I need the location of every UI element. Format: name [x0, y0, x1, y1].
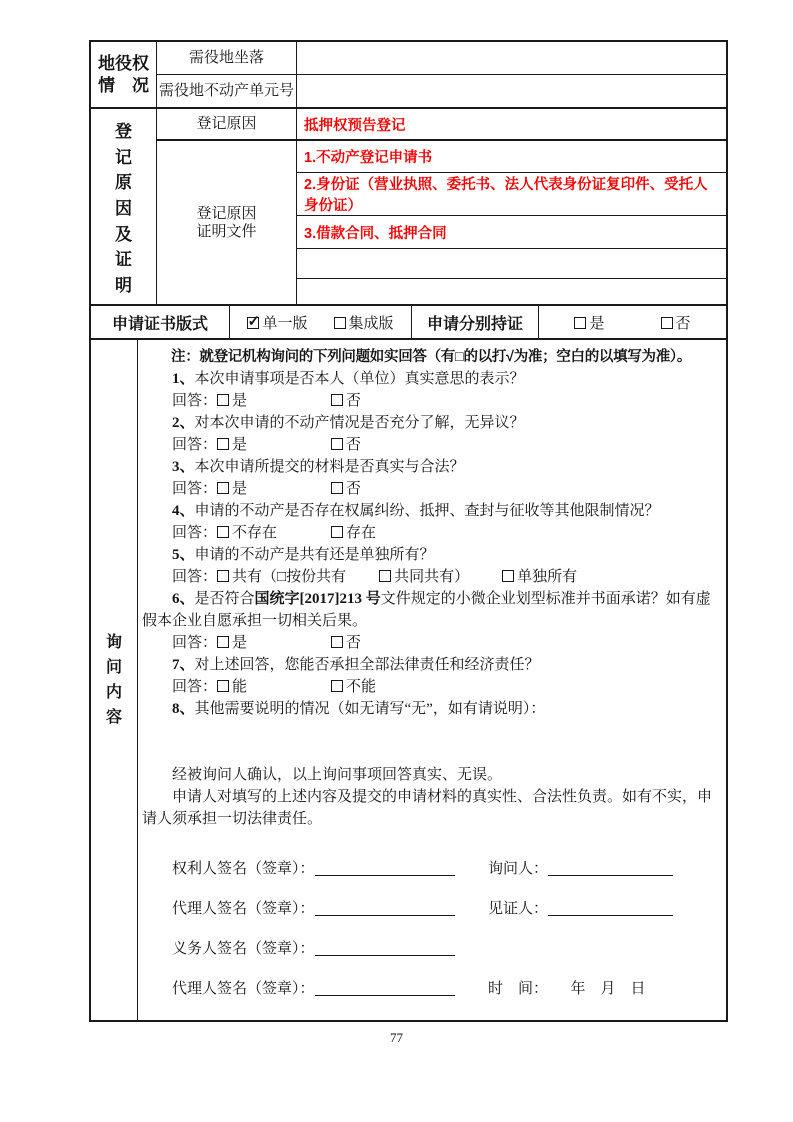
- signature-label: 权利人签名（签章）：: [172, 861, 315, 877]
- checkbox[interactable]: [217, 482, 229, 494]
- answer-option[interactable]: [217, 390, 331, 412]
- option-label: 能: [232, 679, 248, 695]
- question-number: 7、: [172, 657, 195, 673]
- reason-field-label: 登记原因: [157, 109, 297, 139]
- signature-label: 询问人：: [488, 861, 549, 877]
- proof-document-row: [297, 248, 726, 278]
- checkbox[interactable]: [217, 526, 229, 538]
- question-text: 6、是否符合国统字[2017]213 号文件规定的小微企业划型标准并书面承诺？如有虚假本企业自愿承担一切相关后果。: [142, 591, 711, 629]
- signature-line[interactable]: [548, 901, 673, 916]
- confirmation-paragraph: 申请人对填写的上述内容及提交的申请材料的真实性、合法性负责。如有不实，申请人须承担一切法律责任。: [142, 789, 713, 827]
- answer-prefix: 回答：: [172, 481, 218, 497]
- question-number: 1、: [172, 371, 195, 387]
- question-block: [142, 588, 718, 654]
- answer-prefix: 回答：: [172, 679, 218, 695]
- answer-row: [142, 566, 718, 588]
- checkbox[interactable]: [217, 394, 229, 406]
- option-label: 集成版: [348, 315, 394, 332]
- question-block: [142, 698, 718, 720]
- checkbox[interactable]: [502, 570, 514, 582]
- answer-prefix: 回答：: [172, 635, 218, 651]
- confirmation-paragraph: 经被询问人确认，以上询问事项回答真实、无误。: [172, 767, 503, 783]
- checkbox-option[interactable]: [247, 312, 307, 333]
- question-number: 3、: [172, 459, 195, 475]
- signature-line[interactable]: [315, 901, 455, 916]
- checkbox[interactable]: [331, 526, 343, 538]
- question-block: [142, 368, 718, 412]
- answer-option[interactable]: [217, 676, 331, 698]
- proof-document-text: 2.身份证（营业执照、委托书、法人代表身份证复印件、受托人身份证）: [304, 177, 708, 214]
- checkbox[interactable]: [331, 394, 343, 406]
- answer-prefix: 回答：: [172, 569, 218, 585]
- answer-prefix: 回答：: [172, 525, 218, 541]
- option-label: 否: [675, 315, 691, 332]
- checkbox[interactable]: [217, 438, 229, 450]
- question-text: 7、对上述回答，您能否承担全部法律责任和经济责任？: [172, 657, 540, 673]
- signature-label: 代理人签名（签章）：: [172, 981, 315, 997]
- inquiry-note: 注：就登记机构询问的下列问题如实回答（有□的以打√为准；空白的以填写为准）。: [171, 349, 692, 365]
- blank-space: [142, 830, 718, 842]
- registration-reason-section: [91, 107, 726, 304]
- answer-option[interactable]: [217, 522, 331, 544]
- question-block: [142, 500, 718, 544]
- question-number: 6、: [172, 591, 195, 607]
- checkbox[interactable]: [217, 570, 229, 582]
- checkbox[interactable]: [379, 570, 391, 582]
- option-label: 不存在: [232, 525, 278, 541]
- answer-option[interactable]: [217, 632, 331, 654]
- answer-option[interactable]: [331, 522, 445, 544]
- field-value-blank[interactable]: [297, 42, 726, 74]
- signature-row: [142, 962, 718, 1002]
- easement-label-line1: 地役权: [98, 53, 149, 73]
- question-text: 4、申请的不动产是否存在权属纠纷、抵押、查封与征收等其他限制情况？: [172, 503, 660, 519]
- proof-documents-block: [157, 141, 726, 304]
- answer-row: [142, 478, 718, 500]
- option-label: 是: [232, 481, 248, 497]
- registration-form-table: [89, 40, 728, 1022]
- proof-documents-label: 登记原因 证明文件: [157, 141, 297, 304]
- answer-row: [142, 522, 718, 544]
- signature-label: 见证人：: [488, 901, 549, 917]
- checkbox[interactable]: [217, 680, 229, 692]
- answer-option[interactable]: [502, 566, 577, 588]
- option-label: 否: [346, 481, 362, 497]
- answer-option[interactable]: [331, 676, 445, 698]
- blank-space: [142, 720, 718, 764]
- questions-list: [142, 368, 718, 720]
- field-label: 需役地坐落: [157, 42, 297, 74]
- answer-row: [142, 434, 718, 456]
- easement-label-line2: 情 况: [98, 75, 149, 95]
- easement-section-label: [91, 42, 157, 107]
- option-label: 不能: [346, 679, 377, 695]
- option-label: 是: [232, 437, 248, 453]
- signature-line[interactable]: [315, 941, 455, 956]
- answer-option[interactable]: [331, 478, 445, 500]
- registration-reason-side-label: 登 记 原 因 及 证 明: [91, 109, 157, 304]
- question-block: [142, 412, 718, 456]
- signature-row: [142, 922, 718, 962]
- easement-rows: [157, 42, 726, 107]
- answer-option[interactable]: [331, 390, 445, 412]
- answer-prefix: 回答：: [172, 437, 218, 453]
- checkbox-option[interactable]: [661, 312, 691, 333]
- question-block: [142, 544, 718, 588]
- checkbox[interactable]: [331, 680, 343, 692]
- proof-document-row: [297, 215, 726, 248]
- signature-row: [142, 842, 718, 882]
- answer-option[interactable]: [379, 566, 469, 588]
- signature-label: 时 间： 年 月 日: [488, 981, 646, 997]
- proof-documents-list: [297, 141, 726, 304]
- signature-line[interactable]: [315, 861, 455, 876]
- separate-certificate-options: [539, 306, 726, 338]
- signature-block: [142, 842, 718, 1002]
- checkbox[interactable]: [331, 636, 343, 648]
- question-text: 3、本次申请所提交的材料是否真实与合法？: [172, 459, 465, 475]
- question-number: 8、: [172, 701, 195, 717]
- signature-label: 义务人签名（签章）：: [172, 941, 315, 957]
- question-text: 8、其他需要说明的情况（如无请写“无”，如有请说明）：: [172, 701, 546, 717]
- option-label: 是: [232, 635, 248, 651]
- answer-prefix: 回答：: [172, 393, 218, 409]
- option-label: 单一版: [262, 315, 308, 332]
- certificate-format-row: [91, 304, 726, 338]
- answer-option[interactable]: [217, 566, 346, 588]
- question-number: 4、: [172, 503, 195, 519]
- signature-line[interactable]: [315, 981, 455, 996]
- field-value-blank[interactable]: [297, 75, 726, 107]
- option-label: 否: [346, 393, 362, 409]
- easement-section: [91, 42, 726, 107]
- confirmation-paragraphs: [142, 764, 718, 830]
- proof-document-text: 1.不动产登记申请书: [304, 150, 433, 166]
- question-text: 1、本次申请事项是否本人（单位）真实意思的表示？: [172, 371, 525, 387]
- option-label: 否: [346, 635, 362, 651]
- option-label: 是: [232, 393, 248, 409]
- question-text: 2、对本次申请的不动产情况是否充分了解，无异议？: [172, 415, 525, 431]
- answer-row: [142, 676, 718, 698]
- field-label: 需役地不动产单元号: [157, 75, 297, 107]
- checkbox[interactable]: [331, 482, 343, 494]
- signature-line[interactable]: [548, 861, 673, 876]
- answer-option[interactable]: [217, 434, 331, 456]
- reason-value: 抵押权预告登记: [304, 117, 406, 134]
- table-row: [157, 42, 726, 74]
- checkbox[interactable]: [574, 317, 586, 329]
- reason-row: [157, 109, 726, 141]
- question-block: [142, 654, 718, 698]
- inquiry-content: [138, 340, 726, 1020]
- question-text: 5、申请的不动产是共有还是单独所有？: [172, 547, 435, 563]
- answer-option[interactable]: [331, 434, 445, 456]
- proof-document-row: [297, 172, 726, 215]
- answer-row: [142, 632, 718, 654]
- checkbox[interactable]: [334, 317, 346, 329]
- option-label: 共有（□按份共有: [232, 569, 347, 585]
- proof-document-text: 3.借款合同、抵押合同: [304, 225, 447, 242]
- answer-row: [142, 390, 718, 412]
- inquiry-section: [91, 338, 726, 1020]
- option-label: 是: [589, 315, 605, 332]
- checkbox-option[interactable]: [574, 312, 604, 333]
- answer-option[interactable]: [331, 632, 445, 654]
- certificate-format-label: 申请证书版式: [91, 306, 230, 338]
- table-row: [157, 74, 726, 107]
- checkbox[interactable]: [661, 317, 673, 329]
- page-number: 77: [390, 1030, 403, 1045]
- certificate-format-options: [230, 306, 412, 338]
- option-label: 单独所有: [517, 569, 578, 585]
- option-label: 否: [346, 437, 362, 453]
- question-block: [142, 456, 718, 500]
- question-number: 5、: [172, 547, 195, 563]
- checkbox[interactable]: [331, 438, 343, 450]
- checkbox-option[interactable]: [334, 312, 394, 333]
- proof-document-row: [297, 141, 726, 172]
- option-label: 共同共有）: [394, 569, 470, 585]
- answer-option[interactable]: [217, 478, 331, 500]
- signature-row: [142, 882, 718, 922]
- option-label: 存在: [346, 525, 377, 541]
- proof-document-row: [297, 278, 726, 304]
- checkbox[interactable]: [247, 317, 259, 329]
- signature-label: 代理人签名（签章）：: [172, 901, 315, 917]
- question-number: 2、: [172, 415, 195, 431]
- inquiry-side-label: 询 问 内 容: [91, 340, 138, 1020]
- checkbox[interactable]: [217, 636, 229, 648]
- separate-certificate-label: 申请分别持证: [412, 306, 539, 338]
